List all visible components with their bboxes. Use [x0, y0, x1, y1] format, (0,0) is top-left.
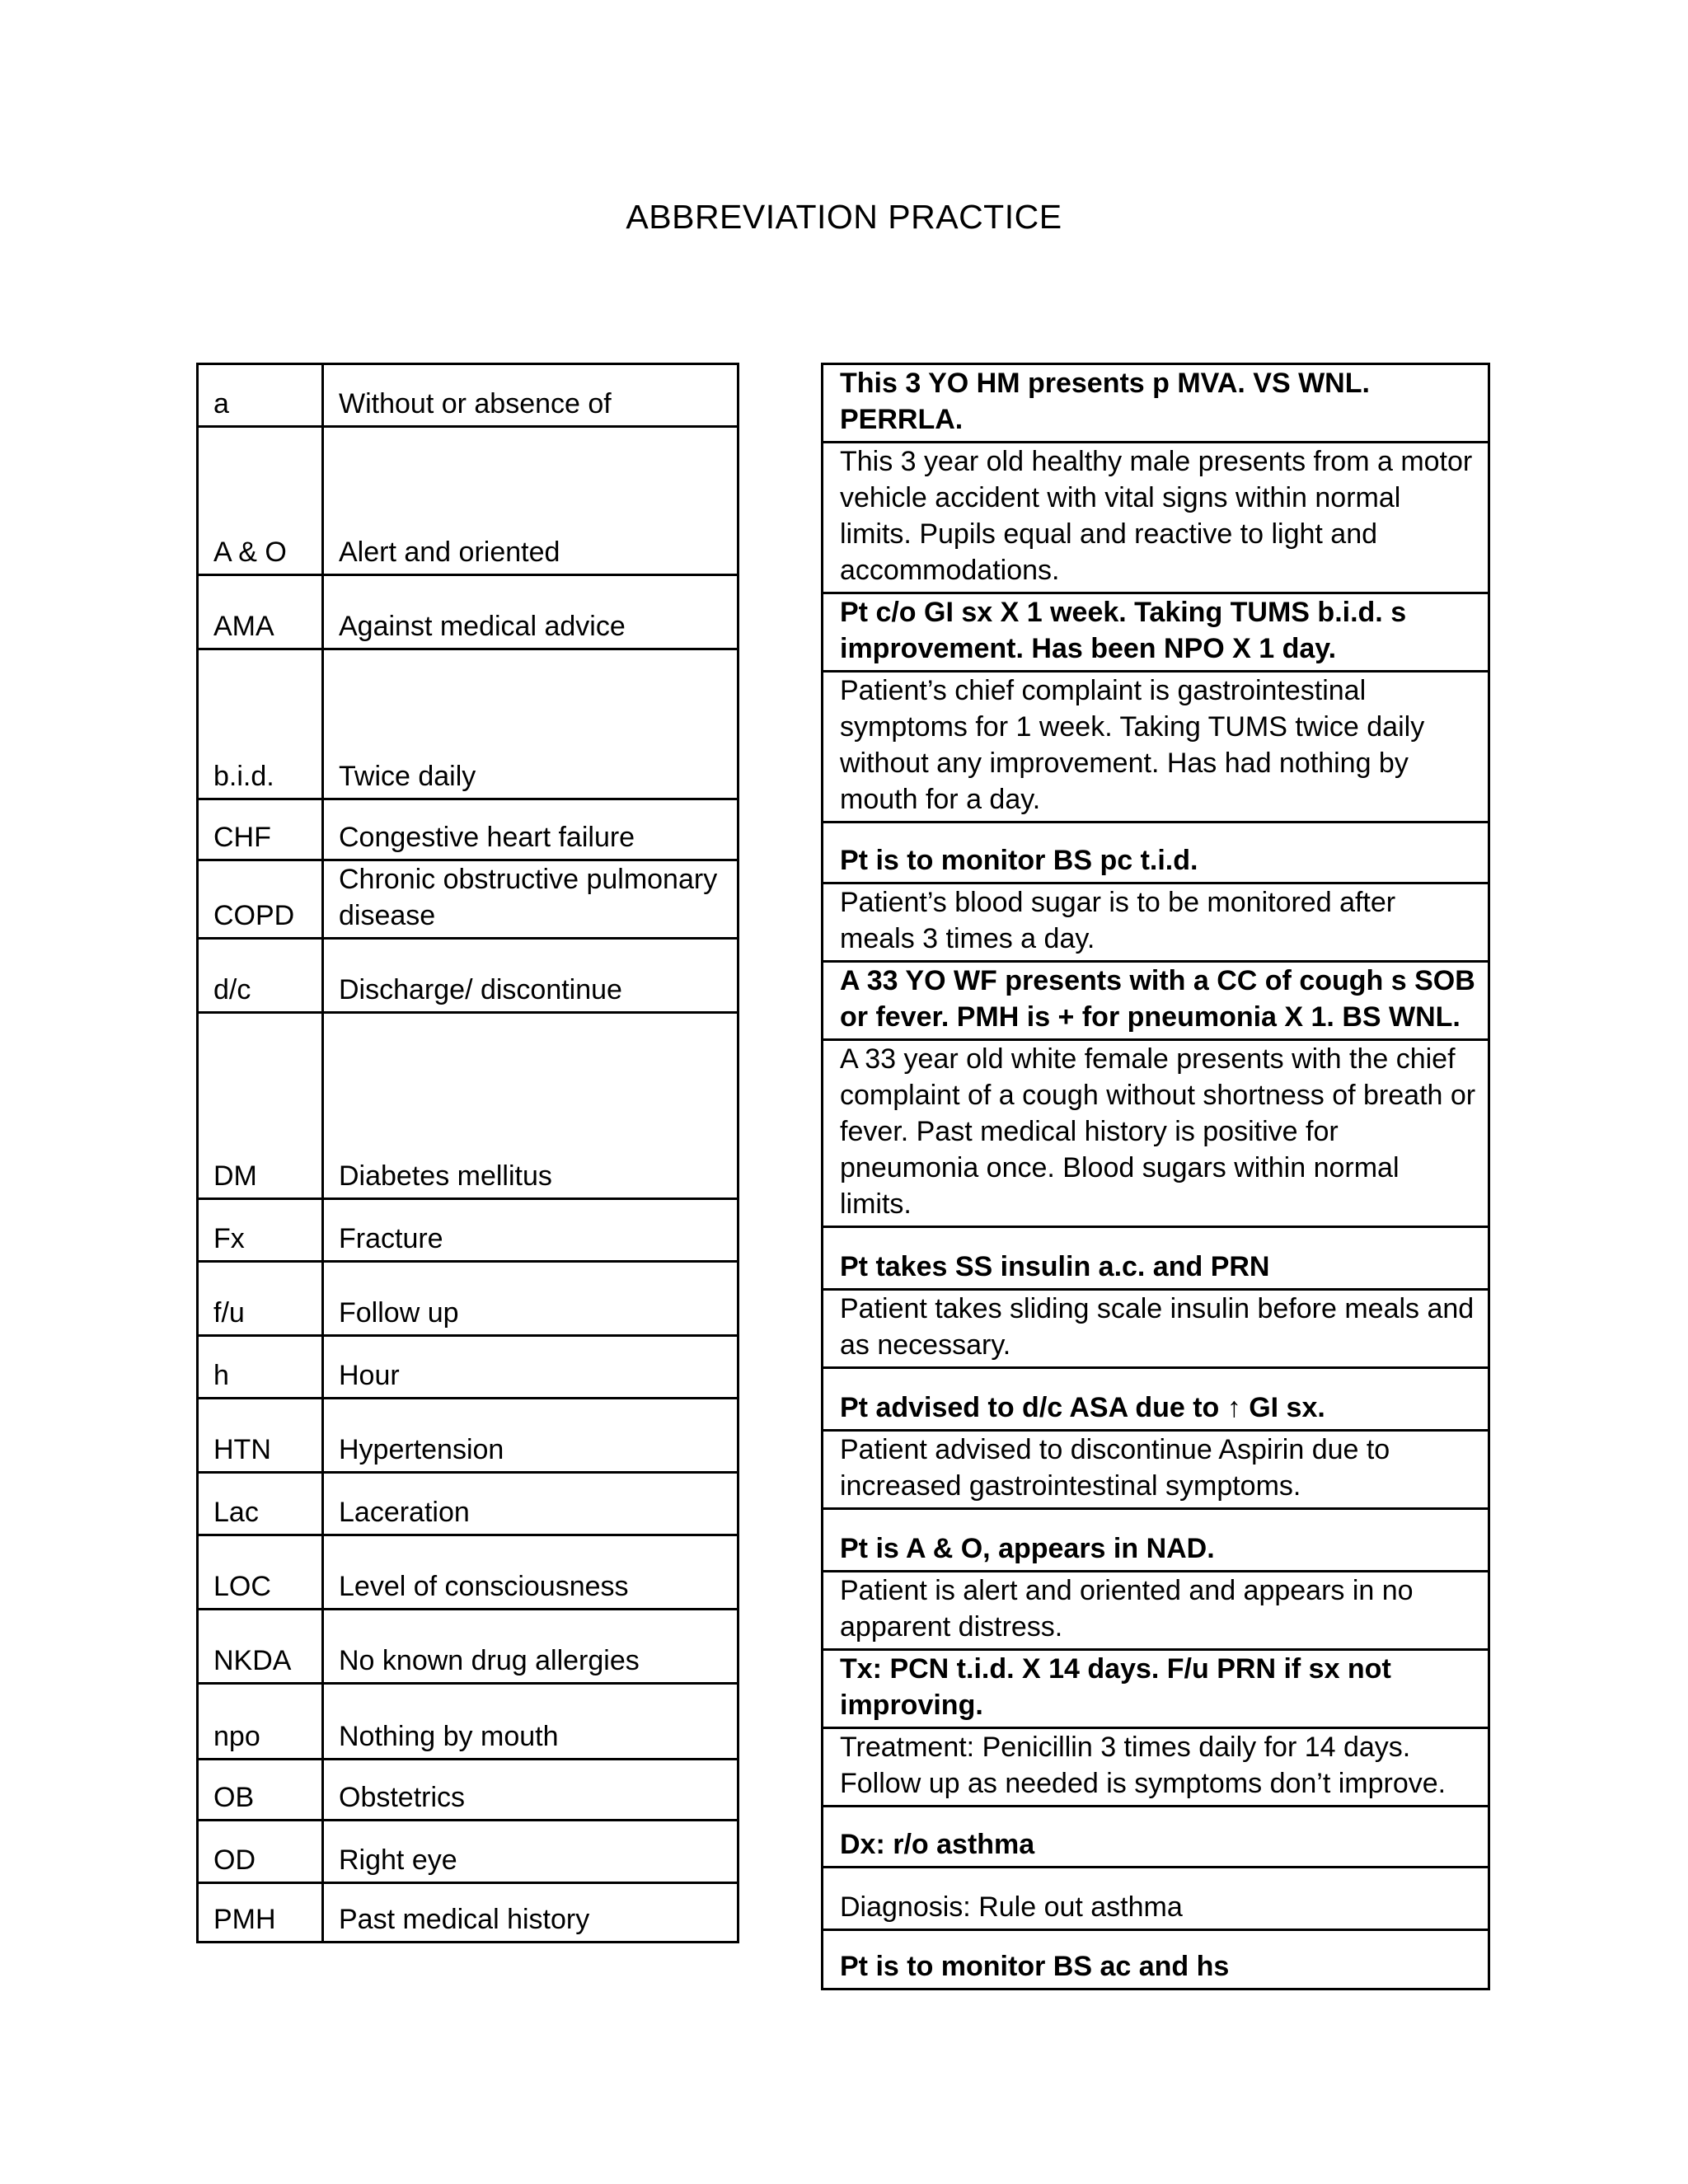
table-row [198, 1535, 738, 1610]
meaning-cell: Laceration [323, 1473, 738, 1535]
table-row [823, 1040, 1489, 1227]
meaning-cell: Congestive heart failure [323, 799, 738, 860]
meaning-cell: Twice daily [323, 649, 738, 799]
meaning-cell: No known drug allergies [323, 1610, 738, 1684]
table-row [823, 1290, 1489, 1368]
meaning-cell: Obstetrics [323, 1760, 738, 1821]
table-row [198, 1399, 738, 1473]
table-row [823, 672, 1489, 823]
abbreviation-cell: A & O [198, 427, 323, 575]
table-row [823, 1572, 1489, 1650]
expanded-sentence: Patient’s chief complaint is gastrointestinal symptoms for 1 week. Taking TUMS twice daily without any improvement. Has had nothing by mouth for a day. [823, 672, 1489, 823]
table-row [198, 1610, 738, 1684]
table-row [823, 1431, 1489, 1509]
meaning-cell: Discharge/ discontinue [323, 939, 738, 1013]
table-row [823, 962, 1489, 1040]
meaning-cell: Chronic obstructive pulmonary disease [323, 860, 738, 939]
table-row [198, 1199, 738, 1262]
abbreviated-sentence: Pt is A & O, appears in NAD. [823, 1509, 1489, 1572]
table-row [198, 1013, 738, 1199]
table-row [823, 823, 1489, 883]
expanded-sentence: This 3 year old healthy male presents from a motor vehicle accident with vital signs within normal limits. Pupils equal and reactive to light and accommodations. [823, 443, 1489, 593]
expanded-sentence: Diagnosis: Rule out asthma [823, 1868, 1489, 1930]
table-row [823, 1650, 1489, 1728]
meaning-cell: Past medical history [323, 1883, 738, 1943]
table-row [198, 1684, 738, 1760]
table-row [198, 1262, 738, 1336]
table-row [198, 1760, 738, 1821]
abbreviation-cell: HTN [198, 1399, 323, 1473]
abbreviation-cell: Lac [198, 1473, 323, 1535]
table-row [198, 649, 738, 799]
abbreviated-sentence: Pt is to monitor BS ac and hs [823, 1930, 1489, 1990]
meaning-cell: Nothing by mouth [323, 1684, 738, 1760]
meaning-cell: Hypertension [323, 1399, 738, 1473]
table-row [198, 427, 738, 575]
table-row [823, 1868, 1489, 1930]
meaning-cell: Diabetes mellitus [323, 1013, 738, 1199]
table-row [198, 575, 738, 649]
expanded-sentence: Treatment: Penicillin 3 times daily for 14 days. Follow up as needed is symptoms don’t improve. [823, 1728, 1489, 1807]
table-row [823, 443, 1489, 593]
meaning-cell: Alert and oriented [323, 427, 738, 575]
abbreviation-cell: COPD [198, 860, 323, 939]
table-row [823, 1509, 1489, 1572]
table-row [198, 1883, 738, 1943]
meaning-cell: Hour [323, 1336, 738, 1399]
abbreviation-cell: npo [198, 1684, 323, 1760]
expanded-sentence: A 33 year old white female presents with the chief complaint of a cough without shortness of breath or fever. Past medical history is positive for pneumonia once. Blood sugars within normal limits. [823, 1040, 1489, 1227]
table-row [198, 860, 738, 939]
abbreviated-sentence: A 33 YO WF presents with a CC of cough s SOB or fever. PMH is + for pneumonia X 1. BS WNL. [823, 962, 1489, 1040]
meaning-cell: Fracture [323, 1199, 738, 1262]
abbreviation-table [196, 363, 739, 1943]
abbreviation-cell: OD [198, 1821, 323, 1883]
abbreviation-cell: f/u [198, 1262, 323, 1336]
abbreviation-cell: d/c [198, 939, 323, 1013]
table-row [823, 593, 1489, 672]
meaning-cell: Right eye [323, 1821, 738, 1883]
table-row [198, 364, 738, 427]
table-row [823, 883, 1489, 962]
meaning-cell: Level of consciousness [323, 1535, 738, 1610]
abbreviation-cell: DM [198, 1013, 323, 1199]
page-title: ABBREVIATION PRACTICE [626, 198, 1062, 236]
abbreviated-sentence: Pt advised to d/c ASA due to ↑ GI sx. [823, 1368, 1489, 1431]
abbreviation-cell: PMH [198, 1883, 323, 1943]
abbreviated-sentence: Dx: r/o asthma [823, 1807, 1489, 1868]
abbreviation-cell: CHF [198, 799, 323, 860]
meaning-cell: Against medical advice [323, 575, 738, 649]
table-row [823, 364, 1489, 443]
meaning-cell: Follow up [323, 1262, 738, 1336]
abbreviated-sentence: Tx: PCN t.i.d. X 14 days. F/u PRN if sx not improving. [823, 1650, 1489, 1728]
table-row [823, 1728, 1489, 1807]
abbreviation-cell: a [198, 364, 323, 427]
table-row [823, 1930, 1489, 1990]
abbreviation-cell: AMA [198, 575, 323, 649]
abbreviation-cell: NKDA [198, 1610, 323, 1684]
expanded-sentence: Patient advised to discontinue Aspirin due to increased gastrointestinal symptoms. [823, 1431, 1489, 1509]
table-row [198, 1336, 738, 1399]
table-row [823, 1368, 1489, 1431]
abbreviated-sentence: Pt is to monitor BS pc t.i.d. [823, 823, 1489, 883]
abbreviated-sentence: Pt takes SS insulin a.c. and PRN [823, 1227, 1489, 1290]
expanded-sentence: Patient’s blood sugar is to be monitored after meals 3 times a day. [823, 883, 1489, 962]
abbreviated-sentence: This 3 YO HM presents p MVA. VS WNL. PERRLA. [823, 364, 1489, 443]
table-row [198, 1473, 738, 1535]
table-row [823, 1227, 1489, 1290]
abbreviation-cell: OB [198, 1760, 323, 1821]
abbreviation-cell: h [198, 1336, 323, 1399]
abbreviated-sentence: Pt c/o GI sx X 1 week. Taking TUMS b.i.d. s improvement. Has been NPO X 1 day. [823, 593, 1489, 672]
example-sentences-table [821, 363, 1490, 1990]
meaning-cell: Without or absence of [323, 364, 738, 427]
table-row [198, 799, 738, 860]
table-row [198, 1821, 738, 1883]
abbreviation-cell: b.i.d. [198, 649, 323, 799]
expanded-sentence: Patient takes sliding scale insulin before meals and as necessary. [823, 1290, 1489, 1368]
table-row [823, 1807, 1489, 1868]
abbreviation-cell: LOC [198, 1535, 323, 1610]
abbreviation-cell: Fx [198, 1199, 323, 1262]
expanded-sentence: Patient is alert and oriented and appears in no apparent distress. [823, 1572, 1489, 1650]
table-row [198, 939, 738, 1013]
